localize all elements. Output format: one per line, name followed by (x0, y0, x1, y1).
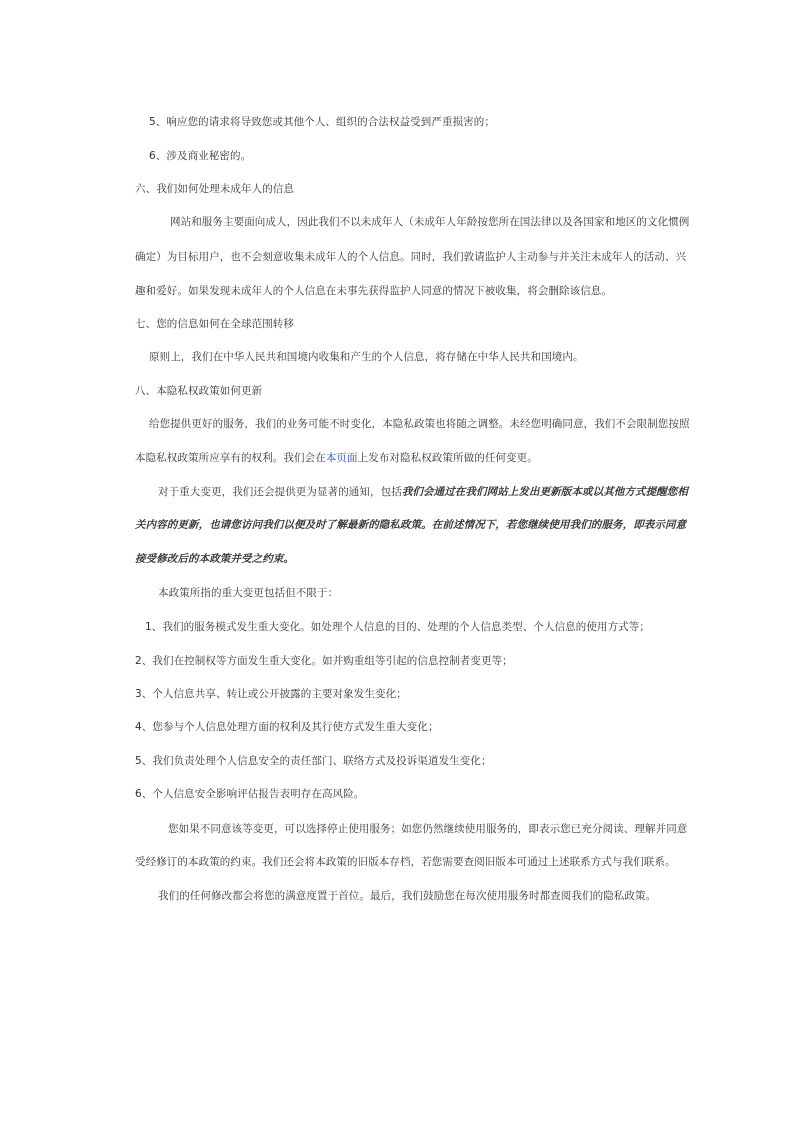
text-segment: 本隐私权政策所应享有的权利。我们会在 (135, 452, 326, 464)
paragraph-line: 原则上，我们在中华人民共和国境内收集和产生的个人信息，将存储在中华人民共和国境内。 (149, 351, 584, 363)
section-heading-8: 八、本隐私权政策如何更新 (135, 385, 263, 397)
section-heading-7: 七、您的信息如何在全球范围转移 (135, 318, 294, 330)
list-item: 5、我们负责处理个人信息安全的责任部门、联络方式及投诉渠道发生变化； (135, 755, 492, 767)
paragraph-line: 本政策所指的重大变更包括但不限于： (158, 587, 339, 599)
list-item-6: 6、涉及商业秘密的。 (149, 150, 252, 162)
text-segment: 上发布对隐私权政策所做的任何变更。 (357, 452, 538, 464)
paragraph-line (135, 451, 538, 465)
section-heading-6: 六、我们如何处理未成年人的信息 (135, 183, 294, 195)
paragraph-line: 网站和服务主要面向成人，因此我们不以未成年人（未成年人年龄按您所在国法律以及各国家和地区的文化惯例 (170, 216, 690, 228)
paragraph-line: 确定）为目标用户，也不会刻意收集未成年人的个人信息。同时，我们敦请监护人主动参与并关注未成年人的活动、兴 (135, 251, 687, 263)
paragraph-line (158, 485, 688, 499)
list-item: 3、个人信息共享、转让或公开披露的主要对象发生变化； (135, 688, 407, 700)
paragraph-line: 您如果不同意该等变更，可以选择停止使用服务；如您仍然继续使用服务的，即表示您已充分阅读、理解并同意 (168, 823, 688, 835)
list-item: 1、我们的服务模式发生重大变化。如处理个人信息的目的、处理的个人信息类型、个人信息的使用方式等； (145, 621, 650, 633)
emphasized-text: 接受修改后的本政策并受之约束。 (135, 553, 294, 565)
paragraph-line: 给您提供更好的服务，我们的业务可能不时变化，本隐私政策也将随之调整。未经您明确同意，我们不会限制您按照 (149, 418, 690, 430)
list-item: 4、您参与个人信息处理方面的权利及其行使方式发生重大变化； (135, 721, 439, 733)
list-item: 2、我们在控制权等方面发生重大变化。如并购重组等引起的信息控制者变更等； (135, 655, 513, 667)
list-item-5: 5、响应您的请求将导致您或其他个人、组织的合法权益受到严重损害的； (149, 116, 495, 128)
paragraph-line: 趣和爱好。如果发现未成年人的个人信息在未事先获得监护人同意的情况下被收集，将会删除该信息。 (135, 285, 612, 297)
list-item: 6、个人信息安全影响评估报告表明存在高风险。 (135, 788, 365, 800)
emphasized-text: 我们会通过在我们网站上发出更新版本或以其他方式提醒您相 (401, 486, 689, 498)
this-page-link[interactable]: 本页面 (325, 452, 358, 464)
paragraph-line: 受经修订的本政策的约束。我们还会将本政策的旧版本存档，若您需要查阅旧版本可通过上述联系方式与我们联系。 (135, 856, 676, 868)
text-segment: 对于重大变更，我们还会提供更为显著的通知，包括 (158, 486, 402, 498)
paragraph-line: 我们的任何修改都会将您的满意度置于首位。最后，我们鼓励您在每次使用服务时都查阅我们的隐私政策。 (158, 890, 657, 902)
emphasized-text: 关内容的更新，也请您访问我们以便及时了解最新的隐私政策。在前述情况下，若您继续使用我们的服务，即表示同意 (135, 519, 687, 531)
